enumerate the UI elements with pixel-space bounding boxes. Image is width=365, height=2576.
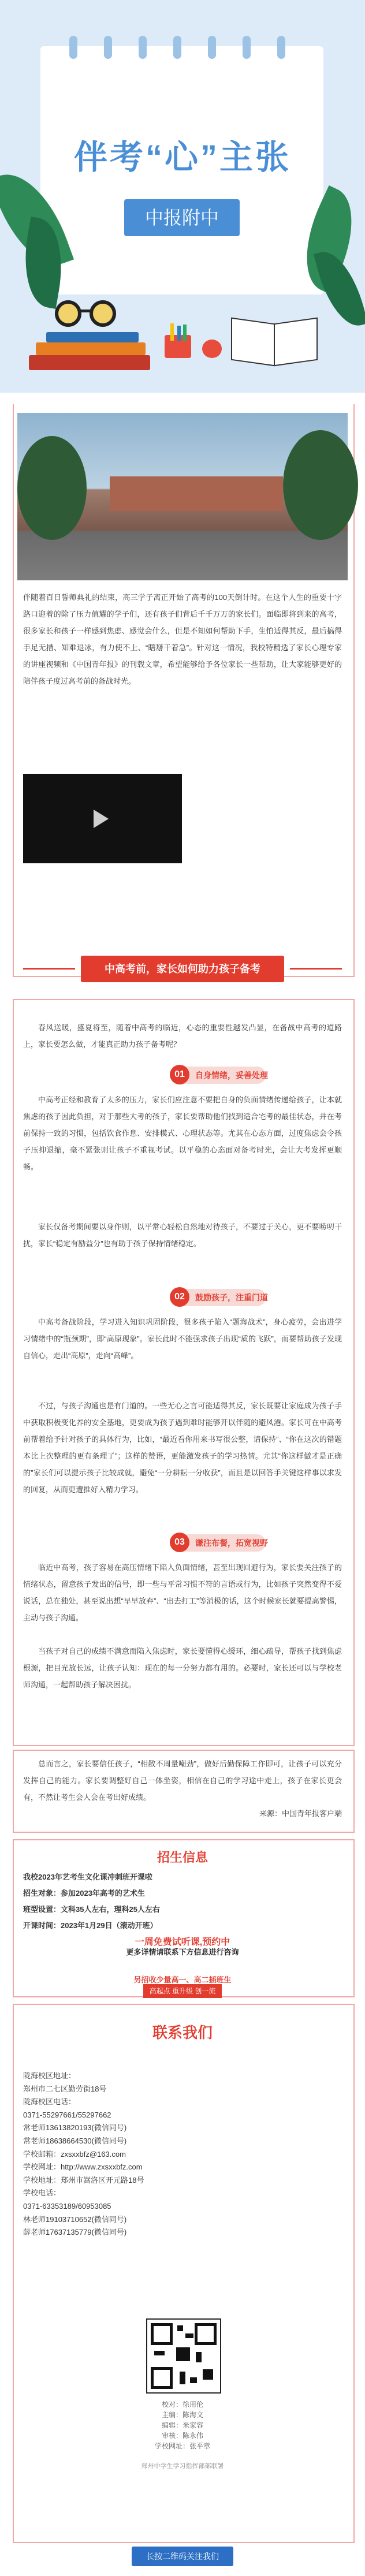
point-badge — [173, 1289, 266, 1306]
page-title: 伴考“心”主张 — [73, 139, 291, 176]
recruit-line: 开课时间：2023年1月29日（滚动开班） — [23, 1921, 158, 1930]
apple-icon — [202, 340, 222, 358]
books-icon — [29, 332, 156, 372]
free-trial-note: 一周免费试听课,预约中 — [135, 1937, 230, 1947]
play-icon[interactable] — [94, 810, 109, 828]
point-body: 家长仅备考期间要以身作则，以平常心轻松自然地对待孩子，不要过于关心，更不要唠叨干扰，家长“稳定有励益分”也有助于孩子保持情绪稳定。 — [23, 1222, 342, 1248]
point-title: 鼓励孩子，注重门道 — [195, 1293, 268, 1302]
contact-line: 郑州市二七区勤劳街18号 — [23, 2084, 107, 2093]
contact-line: 学校电话： — [23, 2189, 61, 2198]
section-heading: 中高考前，家长如何助力孩子备考 — [81, 956, 284, 982]
video-player[interactable] — [23, 774, 182, 863]
source-credit: 来源：中国青年报客户端 — [259, 1809, 342, 1818]
school-photo — [17, 413, 348, 580]
glasses-icon — [55, 300, 124, 329]
point-body: 当孩子对自己的成绩不满意而陷入焦虑时，家长要懂得心缓环，细心疏导，帮孩子找到焦虑根源，把目光放长远，让孩子认知：现在的每一分努力都有用的。必要时，家长还可以与学校老师沟通，一起帮助孩子解决困扰。 — [23, 1647, 342, 1689]
school-name-badge: 中报附中 — [124, 199, 240, 236]
point-number: 03 — [170, 1533, 189, 1552]
contact-line: 陇海校区地址： — [23, 2071, 76, 2080]
binder-ring — [277, 36, 285, 59]
point-badge — [173, 1067, 266, 1084]
department-line: 郑州中学生学习指挥部部联署 — [141, 2463, 224, 2470]
point-title: 谦注布餐，拓宽视野 — [195, 1538, 268, 1548]
contact-line[interactable]: 0371-55297661/55297662 — [23, 2110, 111, 2119]
extra-students-note: 另招收少量高一、高二插班生 — [133, 1975, 232, 1984]
contact-list — [23, 2070, 144, 2239]
point-body: 中高考备战阶段，学习进入知识巩固阶段，很多孩子陷入“题海战术”，身心疲劳，会出进学习情绪中的“瓶颈期”，即“高原现象”。家长此时不能强求孩子出现“质的飞跃”，而要帮助孩子发现自信心，走出“高原”，走向“高峰”。 — [23, 1318, 342, 1360]
credit-line: 学校网址：张平章 — [154, 2442, 210, 2450]
closing-paragraph: 总而言之，家长要信任孩子，“相散不周量嘲劲”，做好后勤保障工作即可，让孩子可以充分发挥自己的能力。家长要调整好自己一体坐姿，相信在自己的学习途中走上，孩子在家长更会有，不然让考生会人会在考出好成绩。 — [23, 1759, 342, 1802]
point-badge — [173, 1534, 266, 1552]
contact-line[interactable]: 常老师18638664530(微信同号) — [23, 2136, 127, 2145]
intro-paragraph: 伴随着百日誓师典礼的结束，高三学子离正开始了高考的100天倒计时。在这个人生的重要十字路口迎着的除了压力值耀的学子们，还有孩子们背后千千万万的家长们。面临即将到来的高考，很多家长和孩子一样感到焦虑、感觉会什么，但是不知如何帮助下手，生怕适得其反，最后搞得手足无措、知难退冰，有力使不上、“瞎掰干着急”。针对这一情况，我校特精选了家长心理专家的讲座视频和《中国青年报》的刊载文章，希望能够给予各位家长一些帮助，让大家能够更好的陪伴孩子度过高考前的备战时光。 — [23, 593, 342, 685]
recruit-line: 班型设置：文科35人左右，理科25人左右 — [23, 1905, 160, 1914]
credit-line: 编辑：米家容 — [161, 2421, 203, 2429]
contact-line: 学校地址：郑州市嵩洛区开元路18号 — [23, 2175, 144, 2184]
binder-ring — [208, 36, 216, 59]
credit-line: 审核：陈永伟 — [161, 2432, 203, 2440]
tree-icon — [17, 436, 87, 540]
recruit-title: 招生信息 — [157, 1850, 208, 1865]
contact-line[interactable]: 学校邮箱：zxsxxbfz@163.com — [23, 2149, 126, 2159]
follow-button[interactable]: 长按二维码关注我们 — [132, 2547, 233, 2566]
contact-title: 联系我们 — [152, 2024, 213, 2041]
point-number: 02 — [170, 1287, 189, 1307]
recruit-intro: 我校2023年艺考生文化课冲刺班开课啦 — [23, 1873, 152, 1881]
contact-line[interactable]: 林老师19103710652(微信同号) — [23, 2215, 127, 2224]
point-title: 自身情绪，妥善处理 — [195, 1071, 268, 1080]
qr-code[interactable] — [146, 2318, 221, 2394]
more-info-note: 更多详情请联系下方信息进行咨询 — [126, 1948, 239, 1956]
contact-line[interactable]: 薛老师17637135779(微信同号) — [23, 2228, 127, 2237]
point-body: 不过，与孩子沟通也是有门道的。一些无心之言可能适得其反，家长既要让家庭成为孩子手中获取积极变化养的安全基地，更要成为孩子遇到难时能够开以伴随的避风港。家长可在中高考前帮着给予针对孩子的具体行为，比如，“最近看你用来书写很公整，请保持”、“你在这次的错题本比上次整理的更有条理了”；这样的赞语，更能激发孩子的学习热情。尤其“你这样做才是正确的”家长们可以提示孩子比较成就，避免“一分耕耘一分收获”，而且是以回答手关键这样事以求发的回复，从而更遭推好入精力学习。 — [23, 1401, 342, 1494]
recruit-line: 招生对象：参加2023年高考的艺术生 — [23, 1889, 145, 1897]
contact-line[interactable]: 常老师13613820193(微信同号) — [23, 2123, 127, 2133]
slogan-banner: 高起点 重升级 创一流 — [143, 1984, 222, 1998]
school-building — [110, 476, 283, 511]
binder-ring — [243, 36, 251, 59]
opening-paragraph: 春风送暖，盛夏将至，随着中高考的临近，心态的重要性越发凸显，在备战中高考的道路上，家长要怎么做，才能真正助力孩子备考呢？ — [23, 1023, 342, 1049]
point-body: 临近中高考，孩子容易在高压情绪下陷入负面情绪，甚至出现回避行为，家长要关注孩子的情绪状态，留意孩子发出的信号，即一些与平常习惯不符的言语或行为，比如孩子突然变得不爱说话，总在独处，甚至说出想“早早放弃”、“出去打工”等消极的话，这个时候家长就要提高警惕，主动与孩子沟通。 — [23, 1563, 342, 1622]
point-number: 01 — [170, 1065, 189, 1084]
pencil-cup-icon — [165, 323, 191, 358]
binder-ring — [139, 36, 147, 59]
tree-icon — [283, 430, 358, 540]
credit-line: 主编：陈海文 — [161, 2411, 203, 2419]
contact-line[interactable]: 0371-63353189/60953085 — [23, 2201, 111, 2210]
credit-line: 校对：徐用伦 — [161, 2400, 203, 2409]
binder-ring — [69, 36, 77, 59]
hero-banner — [0, 0, 365, 393]
point-body: 中高考正经和教育了太多的压力，家长们应注意不要把自身的负面情绪传递给孩子，让本就焦虑的孩子因此负担，对于那些大考的孩子，家长要帮助他们找到适合宅考的最佳状态，并在考前保持一致的习惯，包括饮食作息、安排模式、心理状态等。尤其在心态方面，过度焦虑会令孩子压抑退缩，毫不紧张则让孩子不重视考试。以平稳的心态面对备考时光，会让大考发挥更顺畅。 — [23, 1095, 342, 1171]
closing-frame — [13, 1750, 355, 1833]
contact-line[interactable]: 学校网址：http://www.zxsxxbfz.com — [23, 2163, 143, 2172]
binder-ring — [173, 36, 181, 59]
contact-line: 陇海校区电话： — [23, 2097, 76, 2107]
binder-ring — [104, 36, 112, 59]
open-book-icon — [231, 315, 318, 367]
